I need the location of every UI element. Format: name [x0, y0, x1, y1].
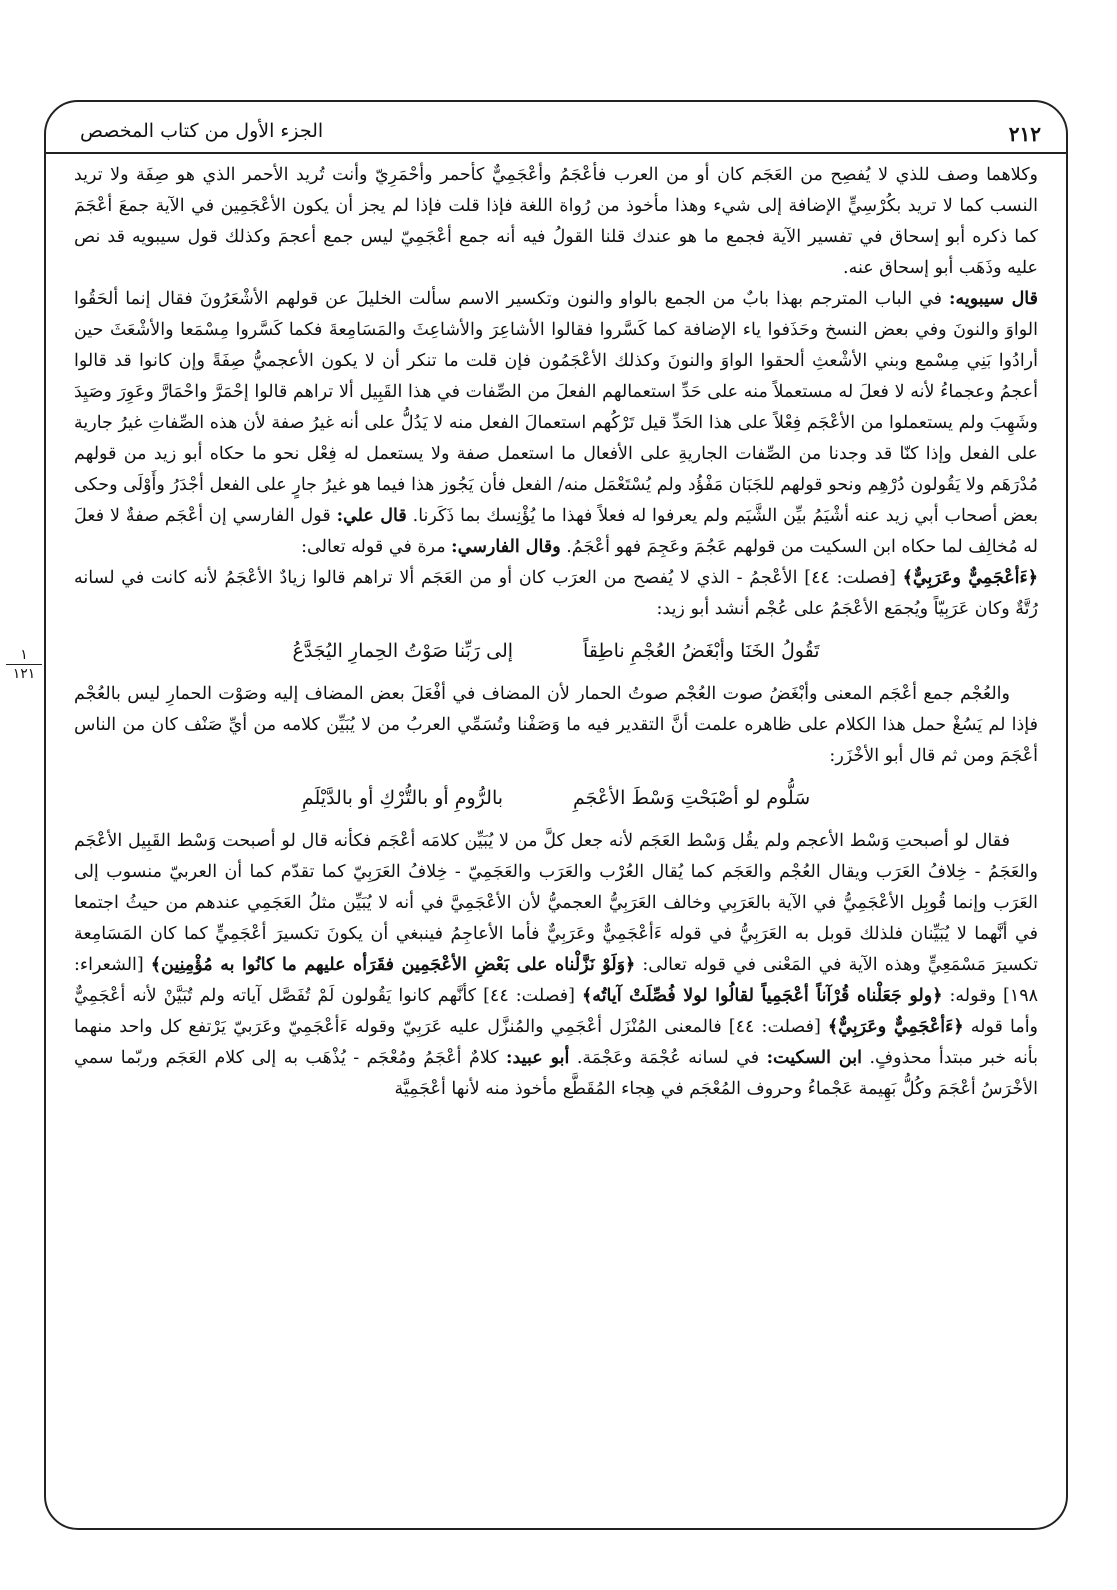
verse-1-second-hemistich: إلى رَبِّنا صَوْتُ الحِمارِ اليُجَدَّعُ	[292, 640, 514, 662]
speaker-sibawayh: قال سيبويه:	[949, 289, 1038, 309]
speaker-abu-ubayd: أبو عبيد:	[506, 1048, 570, 1068]
margin-number-bottom: ١٢١	[12, 666, 36, 682]
paragraph-4-text-c: [فصلت: ٤٤] فالمعنى المُنْزَل أعْجَمِي والمُنزَّل عليه عَرَبِيّ وقوله ءَأعْجَمِيّ وعَرَبيّ يَرْتفع كل واحد منهما بأنه خبر مبتدأ محذوفٍ.	[74, 1017, 1038, 1068]
verse-1-first-hemistich: تَقُولُ الخَنَا وأبْغَضُ العُجْمِ ناطِقاً	[583, 640, 820, 662]
quran-quote-4: ﴿ءَأعْجَمِيٌّ وعَرَبِيٌّ﴾	[827, 1017, 964, 1037]
margin-page-reference	[6, 646, 42, 683]
page-number: ٢١٢	[1008, 122, 1041, 146]
paragraph-4-text-b: [فصلت: ٤٤] كأنَّهم كانوا يَقُولون لَمْ تُفَصَّل آياته ولم تُبَيَّنْ لأنه أعْجَمِيٌّ وأما قوله	[74, 986, 1039, 1037]
verse-1	[74, 629, 1038, 673]
verse-2	[74, 776, 1038, 820]
header-rule	[44, 152, 1068, 154]
paragraph-5-text-a: في لسانه عُجْمَة وعَجْمَة.	[576, 1048, 760, 1068]
paragraph-2c-text-a: مرة في قوله تعالى:	[301, 537, 446, 557]
paragraph-2-text: في الباب المترجم بهذا بابٌ من الجمع بالواو والنون وتكسير الاسم سألت الخليلَ عن قولهم الأشْعَرُونَ فقال إنما ألحَقُوا الواوَ والنونَ وفي بعض النسخ وحَذَفوا ياء الإضافة كما كَسَّروا فقالوا الأشاعِرَ والأشاعِثَ والمَسَامِعةَ فكما كَسَّروا مِسْمَعا والأشْعَثَ حين أرادُوا بَنِي مِسْمع وبني الأشْعثِ ألحقوا الواوَ والنونَ وكذلك الأعْجَمُون فإن قلت ما تنكر أن لا يكون الأعجميُّ صِفَةً وإن كانوا قد قالوا أعجمُ وعجماءُ لأنه لا فعلَ له مستعملاً منه على حَدِّ استعمالهم الفعلَ من الصِّفات في هذا القَبِيل ألا تراهم قالوا إحْمَرَّ واحْمَارَّ وعَوِرَ وصَيِدَ وشَهِبَ ولم يستعملوا من الأعْجَم فِعْلاً على هذا الحَدِّ قيل تَرْكُهم استعمالَ الفعل منه لا يَدُلُّ على أنه غيرُ صفة لأن هذه الصِّفاتِ غيرُ جارية على الفعل وإذا كنّا قد وجدنا من الصِّفات الجاريةِ على الأفعال ما استعمل صفة ولا يستعمل له فِعْل نحو ما حكاه أبو زيد من قولهم مُدْرَهَم ولا يَقُولون دُرْهِم ونحو قولهم للجَبَان مَفْؤُد ولم يُسْتَعْمَل منه/ الفعل فأن يَجُوز هذا فيما هو غيرُ جارٍ على الفعل أجْدَرُ وأَوْلَى وحكى بعض أصحاب أبي زيد عنه أشْيَمُ بيِّن الشَّيَم ولم يعرفوا له فعلاً فهذا ما يُؤْنِسك بما ذَكَرنا.	[74, 289, 1038, 526]
quran-quote-2: ﴿وَلَوْ نَزَّلْناه على بَعْضِ الأعْجَمِين فقَرَأه عليهم ما كانُوا به مُؤْمِنِين﴾	[150, 955, 636, 975]
paragraph-1: وكلاهما وصف للذي لا يُفصِح من العَجَم كان أو من العرب فأعْجَمُ وأعْجَمِيٌّ كأحمر وأحْمَرِيّ وأنت تُريد الأحمر الذي هو صِفَة ولا تريد النسب كما لا تريد بكُرْسِيٍّ الإضافة إلى شيء وهذا مأخوذ من رُواة اللغة فإذا قلت فإذا لم يجز أن يكون الأعْجَمِين في الآية جمعَ أعْجَمَ كما ذكره أبو إسحاق في تفسير الآية فجمع ما هو عندك قلنا القولُ فيه أنه جمع أعْجَمِيّ ليس جمع أعجمَ وكذلك قول سيبويه قد نص عليه وذَهَب أبو إسحاق عنه.	[74, 165, 1038, 278]
quran-quote-3: ﴿ولو جَعَلْناه قُرْآناً أعْجَمِياً لقالُوا لولا فُصِّلَتْ آياتُه﴾	[582, 986, 943, 1006]
speaker-ali: قال علي:	[336, 506, 407, 526]
paragraph-4	[74, 826, 1038, 1105]
paragraph-2	[74, 284, 1038, 625]
paragraph-3: والعُجْم جمع أعْجَم المعنى وأبْغَضُ صوت العُجْم صوتُ الحمار لأن المضاف في أفْعَلَ بعض المضاف إليه وصَوْت الحمارِ ليس بالعُجْم فإذا لم يَسُغْ حمل هذا الكلام على ظاهره علمت أنَّ التقدير فيه ما وَصَفْنا وتُسَمِّي العربُ من لا يُبَيِّن كلامه من أيِّ صَنْف كان من الناس أعْجَمَ ومن ثم قال أبو الأخْزَر:	[74, 684, 1038, 766]
quran-quote-1: ﴿ءَأعْجَمِيٌّ وعَرَبِيٌّ﴾	[902, 568, 1038, 588]
margin-number-top: ١	[6, 646, 42, 665]
verse-2-second-hemistich: بالرُّومِ أو بالتُّرْكِ أو بالدَّيْلَمِ	[301, 787, 504, 809]
paragraph-4-text-a: [الشعراء: ١٩٨] وقوله:	[74, 955, 1039, 1006]
speaker-farisi: وقال الفارسي:	[451, 537, 561, 557]
paragraph-5-text-b: كلامٌ أعْجَمُ ومُعْجَم - يُذْهَب به إلى كلام العَجَم وربّما سمي الأخْرَسُ أعْجَمَ وكُلُّ بَهِيمة عَجْماءُ وحروف المُعْجَم في هِجاء المُقَطَّع مأخوذ منه لأنها أعْجَمِيَّة	[74, 1048, 1038, 1099]
page-body	[74, 160, 1038, 1105]
paragraph-2b-text: قول الفارسي إن أعْجَم صفةٌ لا فعلَ له مُخالِف لما حكاه ابن السكيت من قولهم عَجُمَ وعَجِمَ فهو أعْجَمُ.	[74, 506, 1038, 557]
speaker-ibn-sikkit: ابن السكيت:	[766, 1048, 862, 1068]
running-title: الجزء الأول من كتاب المخصص	[80, 120, 324, 142]
paragraph-2c-text-b: [فصلت: ٤٤] الأعْجمُ - الذي لا يُفصح من العرَب كان أو من العَجَم ألا تراهم قالوا زيادٌ الأعْجَمُ لأنه كانت في لسانه رُتَّةٌ وكان عَرَبِيّاً ويُجمَع الأعْجَمُ على عُجْم أنشد أبو زيد:	[74, 568, 1038, 619]
paragraph-4-text: فقال لو أصبحتِ وَسْط الأعجم ولم يقُل وَسْط العَجَم لأنه جعل كلَّ من لا يُبَيِّن كلامَه أعْجَم فكأنه قال لو أصبحت وَسْط القَبِيل الأعْجَم والعَجَمُ - خِلافُ العَرَب ويقال العُجْم والعَجَم كما يُقال العُرْب والعَرَب والعَجَمِيّ - خِلافُ العَرَبِيّ كما تقدّم كما أن العربيّ منسوب إلى العَرَب وإنما قُوبِل الأعْجَمِيُّ في الآية بالعَرَبِي وخالف العَرَبِيُّ العجميُّ لأن الأعْجَمِيَّ في أنه لا يُبَيِّن مثلُ العَجَمِي عندهم من حيثُ اجتمعا في أنَّهما لا يُبَيِّنان فلذلك قوبل به العَرَبِيُّ في قوله ءَأعْجَمِيٌّ وعَرَبِيٌّ فأما الأعاجِمُ فينبغي أن يكونَ تكسيرَ أعْجَمِيٍّ كما كان المَسَامِعة تكسيرَ مَسْمَعِيٍّ وهذه الآية في المَعْنى في قوله تعالى:	[74, 831, 1038, 975]
verse-2-first-hemistich: سَلُّوم لو أصْبَحْتِ وَسْطَ الأعْجَمِ	[573, 787, 811, 809]
